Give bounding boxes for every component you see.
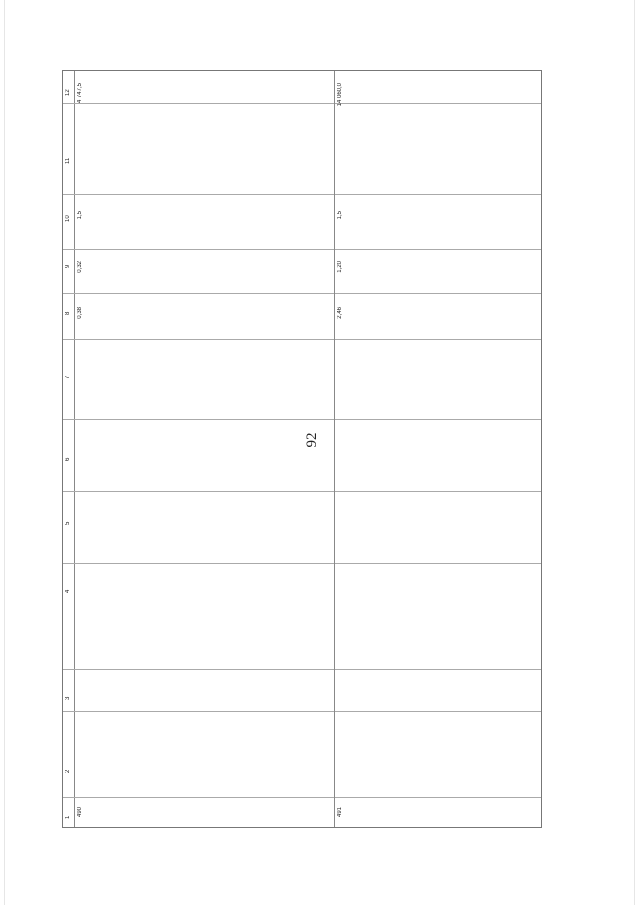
colnum-7: 7 [65, 375, 71, 379]
colnum-6: 6 [65, 457, 71, 461]
colnum-2: 2 [65, 769, 71, 773]
colnum-10: 10 [65, 215, 71, 223]
data-table [62, 70, 542, 828]
table-row-490 [75, 71, 335, 827]
colnum-8: 8 [65, 311, 71, 315]
header-strip [63, 71, 75, 827]
area-value: 2,46 [337, 307, 343, 319]
share-value: 0,32 [77, 261, 83, 273]
scan-edge-right [634, 0, 635, 905]
colnum-3: 3 [65, 696, 71, 700]
scan-edge-left [4, 0, 5, 905]
cost-value: 4 747,5 [77, 83, 83, 104]
colnum-5: 5 [65, 521, 71, 525]
height-value: 1,5 [337, 211, 343, 220]
row-index: 491 [337, 807, 343, 818]
colnum-4: 4 [65, 589, 71, 593]
area-value: 0,38 [77, 307, 83, 319]
table-row-491 [335, 71, 541, 827]
colnum-11: 11 [65, 157, 71, 165]
height-value: 1,5 [77, 211, 83, 220]
page-number: 92 [304, 432, 320, 448]
row-index: 490 [77, 807, 83, 818]
share-value: 1,20 [337, 261, 343, 273]
colnum-9: 9 [65, 264, 71, 268]
colnum-1: 1 [65, 815, 71, 819]
colnum-12: 12 [65, 89, 71, 97]
cost-value: 14 060,0 [337, 83, 343, 107]
